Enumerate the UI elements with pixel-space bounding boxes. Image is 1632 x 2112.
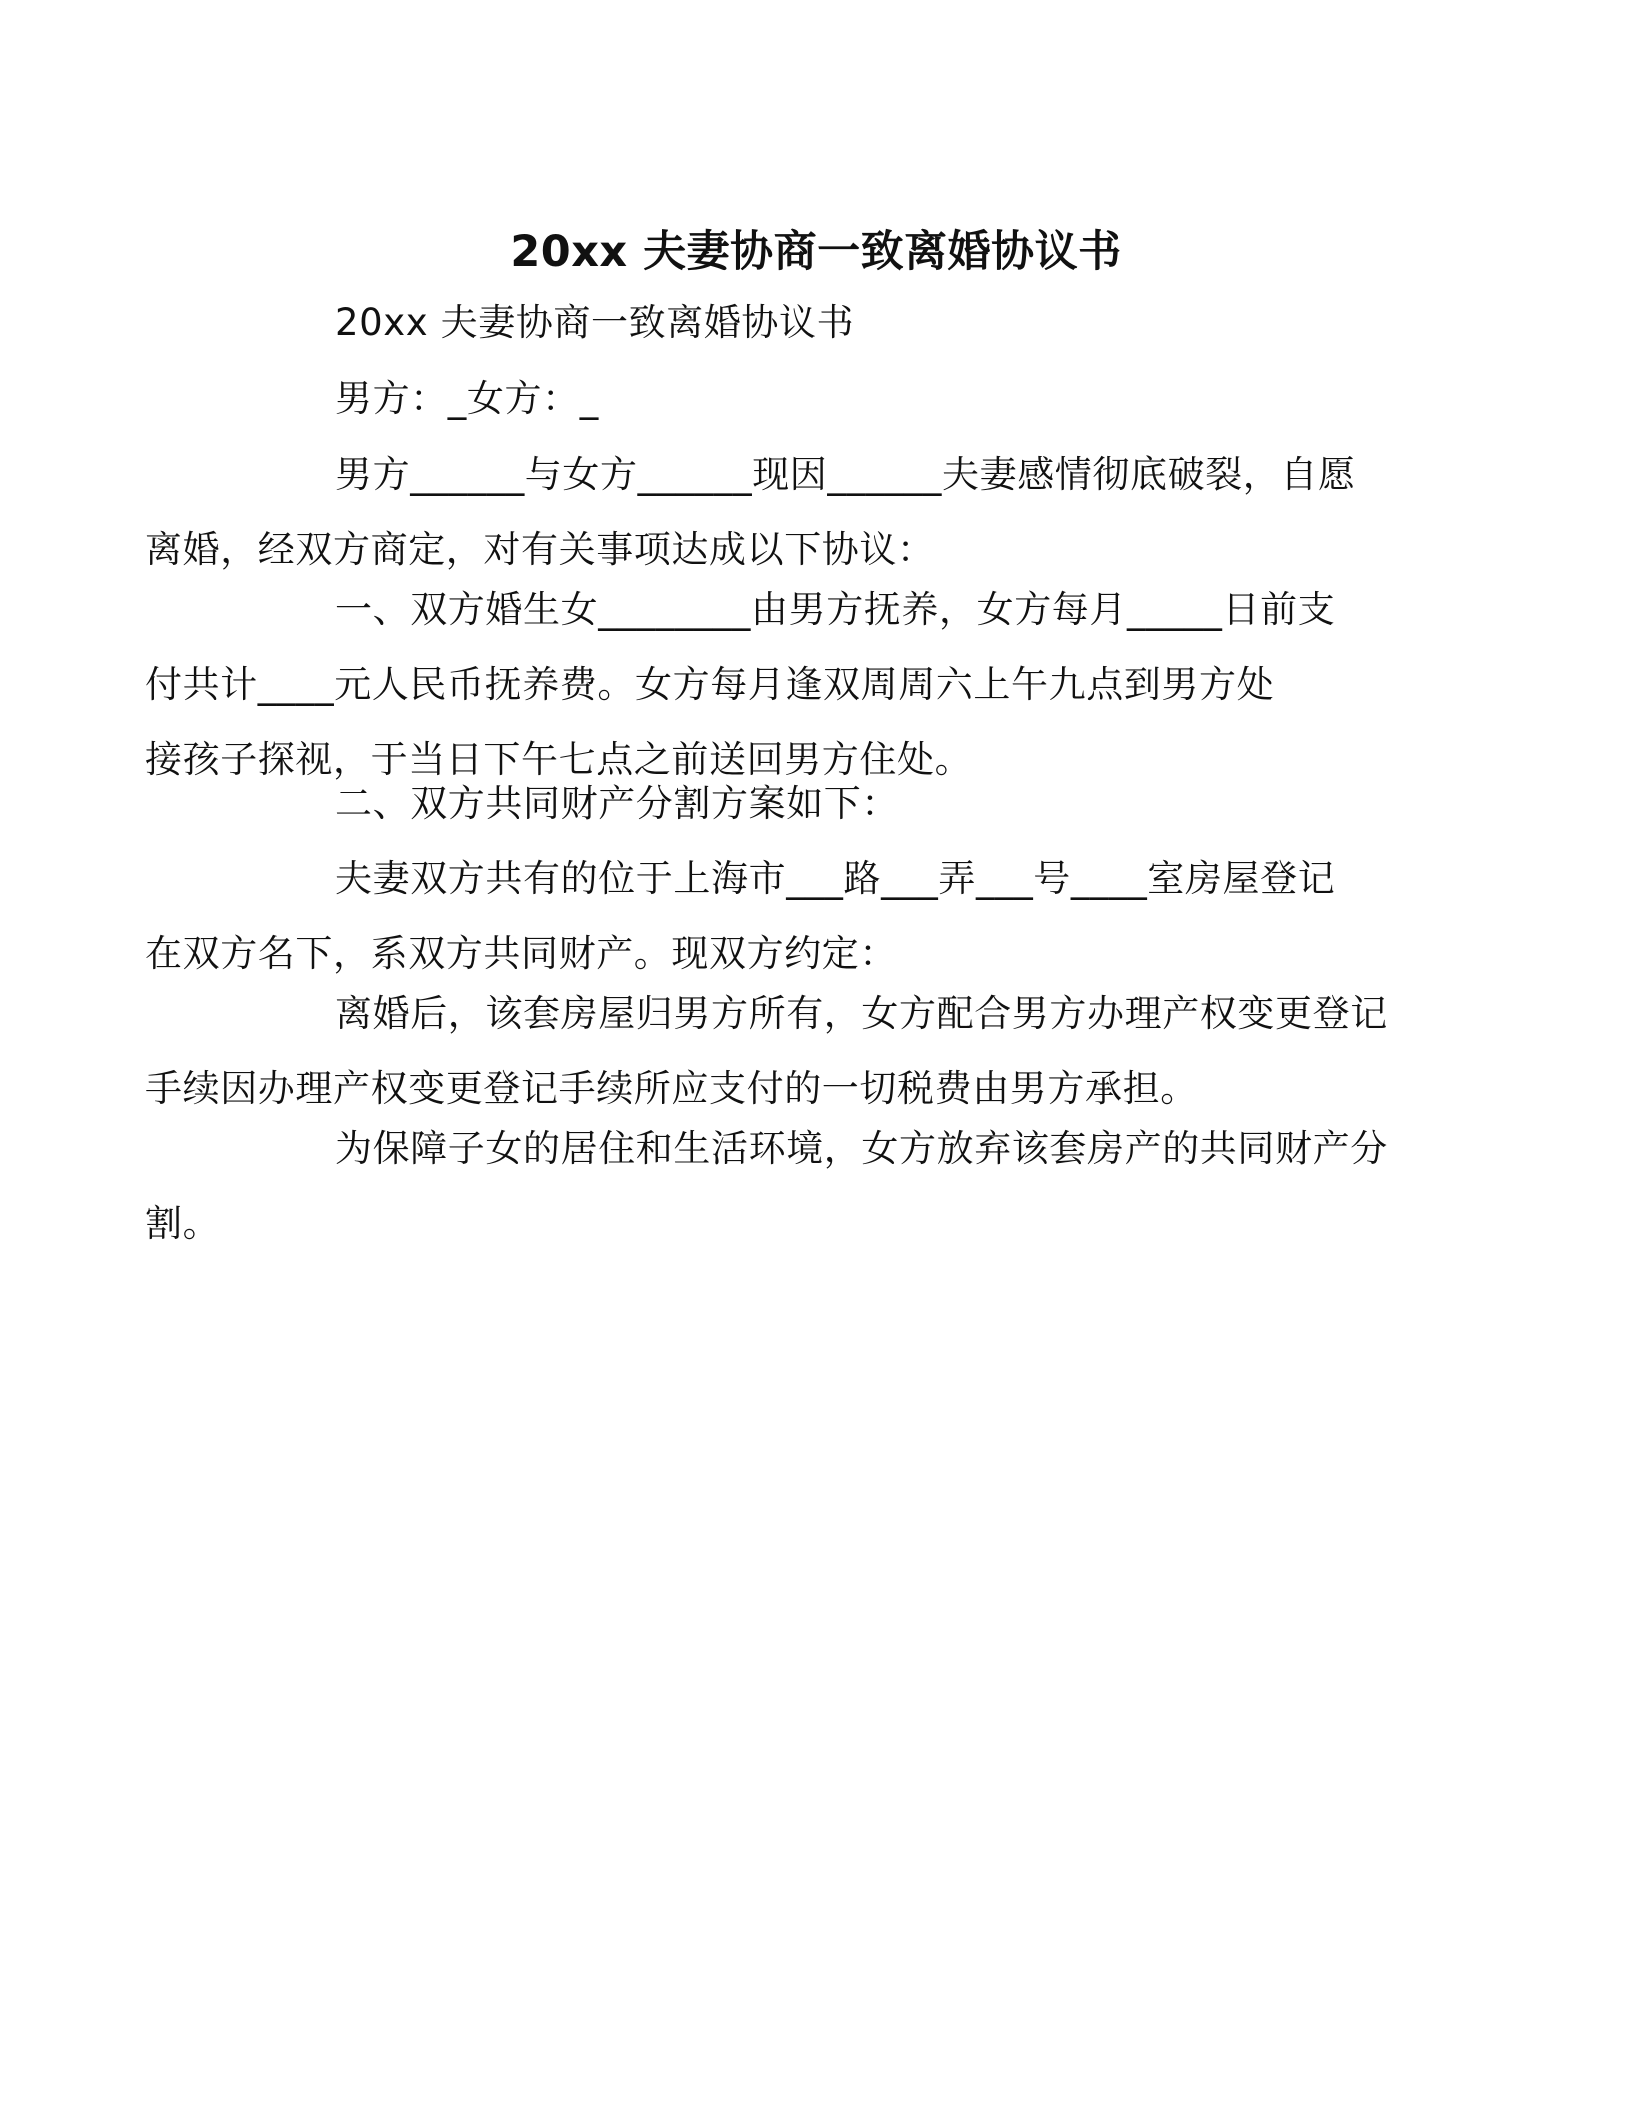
paragraph-line: 一、双方婚生女________由男方抚养，女方每月_____日前支	[335, 588, 1336, 631]
child-custody-paragraph	[145, 572, 1375, 797]
paragraph-line: 付共计____元人民币抚养费。女方每月逢双周周六上午九点到男方处	[145, 663, 1275, 706]
paragraph-line: 割。	[145, 1202, 221, 1245]
parties-paragraph	[240, 361, 1375, 436]
property-heading-paragraph	[240, 766, 1375, 841]
paragraph-line: 二、双方共同财产分割方案如下：	[335, 782, 899, 825]
paragraph-line: 手续因办理产权变更登记手续所应支付的一切税费由男方承担。	[145, 1067, 1198, 1110]
paragraph-line: 接孩子探视，于当日下午七点之前送回男方住处。	[145, 738, 973, 781]
document-title: 20xx 夫妻协商一致离婚协议书	[510, 227, 1122, 277]
paragraph-line: 男方______与女方______现因______夫妻感情彻底破裂，自愿	[335, 453, 1356, 496]
paragraph-line: 离婚后，该套房屋归男方所有，女方配合男方办理产权变更登记	[335, 992, 1388, 1035]
paragraph-line: 为保障子女的居住和生活环境，女方放弃该套房产的共同财产分	[335, 1127, 1388, 1170]
paragraph-line: 男方：_女方：_	[335, 377, 599, 420]
paragraph-line: 在双方名下，系双方共同财产。现双方约定：	[145, 932, 897, 975]
property-description-paragraph	[145, 841, 1375, 991]
property-ownership-paragraph	[145, 976, 1388, 1126]
subtitle-paragraph	[240, 285, 1375, 360]
intro-paragraph	[145, 437, 1375, 587]
paragraph-line: 20xx 夫妻协商一致离婚协议书	[335, 301, 855, 344]
property-waiver-paragraph	[145, 1111, 1388, 1261]
paragraph-line: 离婚，经双方商定，对有关事项达成以下协议：	[145, 528, 935, 571]
paragraph-line: 夫妻双方共有的位于上海市___路___弄___号____室房屋登记	[335, 857, 1336, 900]
